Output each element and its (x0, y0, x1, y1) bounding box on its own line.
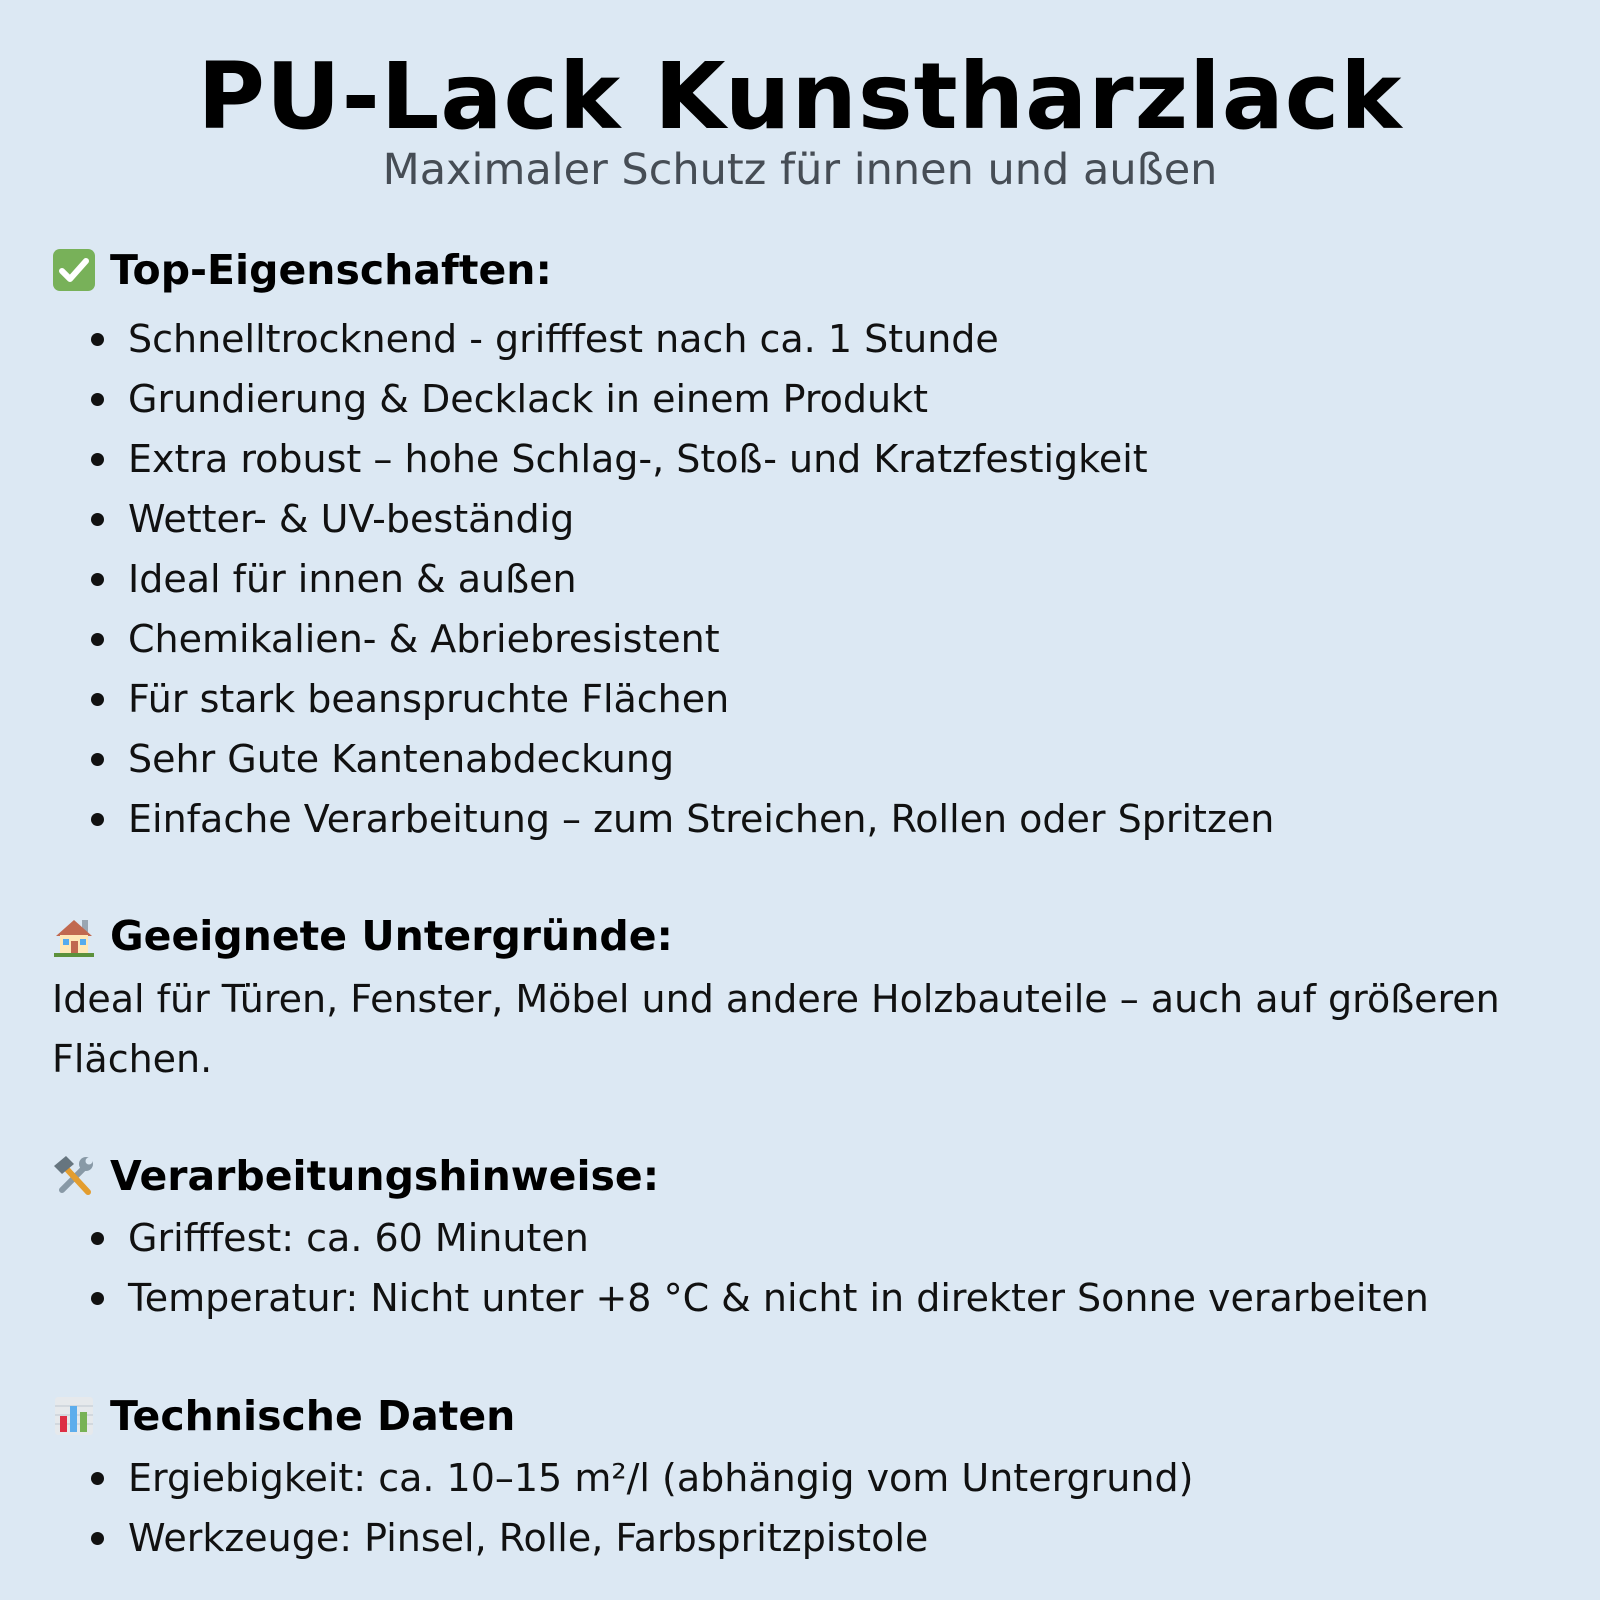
technical-list (84, 1448, 1574, 1568)
surfaces-heading-text: Geeignete Untergründe: (110, 912, 673, 960)
technical-heading-text: Technische Daten (110, 1392, 516, 1440)
bullet-dot (91, 633, 104, 646)
list-item-text: Temperatur: Nicht unter +8 °C & nicht in direkter Sonne verarbeiten (128, 1276, 1429, 1320)
list-item (84, 1448, 1574, 1508)
list-item (84, 1268, 1574, 1328)
bullet-dot (91, 393, 104, 406)
list-item-text: Schnelltrocknend - grifffest nach ca. 1 Stunde (128, 317, 999, 361)
list-item-text: Grundierung & Decklack in einem Produkt (128, 377, 928, 421)
bullet-dot (91, 1292, 104, 1305)
bullet-dot (91, 1532, 104, 1545)
bullet-dot (91, 573, 104, 586)
list-item (84, 729, 1574, 789)
list-item (84, 549, 1574, 609)
list-item-text: Einfache Verarbeitung – zum Streichen, Rollen oder Spritzen (128, 797, 1275, 841)
list-item (84, 669, 1574, 729)
list-item (84, 1208, 1574, 1268)
bullet-dot (91, 813, 104, 826)
list-item-text: Wetter- & UV-beständig (128, 497, 575, 541)
surfaces-heading (52, 908, 673, 964)
technical-heading (52, 1388, 515, 1444)
properties-list (84, 309, 1574, 849)
check-mark-button-icon (52, 248, 96, 292)
list-item (84, 789, 1574, 849)
bullet-dot (91, 1232, 104, 1245)
processing-list (84, 1208, 1574, 1328)
list-item (84, 489, 1574, 549)
list-item-text: Extra robust – hohe Schlag-, Stoß- und Kratzfestigkeit (128, 437, 1148, 481)
house-icon (52, 914, 96, 958)
list-item (84, 609, 1574, 669)
page-subtitle: Maximaler Schutz für innen und außen (382, 145, 1218, 195)
list-item-text: Sehr Gute Kantenabdeckung (128, 737, 675, 781)
list-item-text: Für stark beanspruchte Flächen (128, 677, 730, 721)
list-item-text: Chemikalien- & Abriebresistent (128, 617, 720, 661)
bullet-dot (91, 453, 104, 466)
hammer-and-wrench-icon (52, 1154, 96, 1198)
list-item-text: Ergiebigkeit: ca. 10–15 m²/l (abhängig vom Untergrund) (128, 1456, 1194, 1500)
list-item-text: Werkzeuge: Pinsel, Rolle, Farbspritzpistole (128, 1516, 929, 1560)
properties-heading-text: Top-Eigenschaften: (110, 246, 552, 294)
list-item-text: Grifffest: ca. 60 Minuten (128, 1216, 589, 1260)
surfaces-description: Ideal für Türen, Fenster, Möbel und andere Holzbauteile – auch auf größeren Flächen. (52, 977, 1500, 1081)
processing-heading (52, 1148, 659, 1204)
list-item (84, 309, 1574, 369)
list-item (84, 1508, 1574, 1568)
bar-chart-icon (52, 1394, 96, 1438)
processing-heading-text: Verarbeitungshinweise: (110, 1152, 660, 1200)
bullet-dot (91, 333, 104, 346)
bullet-dot (91, 693, 104, 706)
list-item (84, 369, 1574, 429)
page-title: PU-Lack Kunstharzlack (197, 43, 1403, 150)
bullet-dot (91, 513, 104, 526)
properties-heading (52, 242, 552, 298)
bullet-dot (91, 753, 104, 766)
list-item-text: Ideal für innen & außen (128, 557, 577, 601)
list-item (84, 429, 1574, 489)
bullet-dot (91, 1472, 104, 1485)
